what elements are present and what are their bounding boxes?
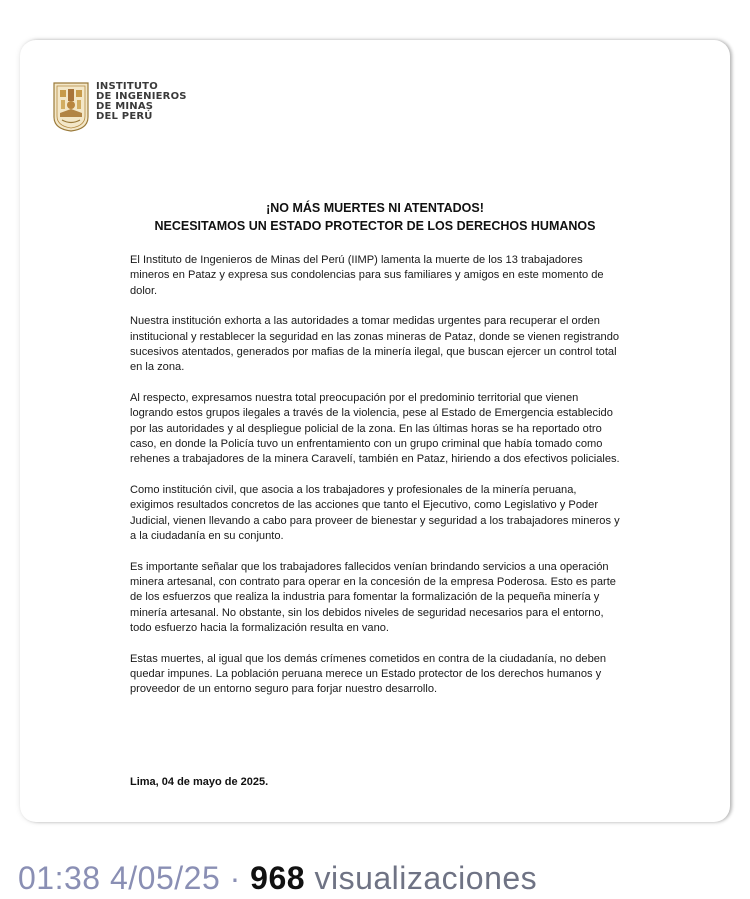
institution-name-line: DE INGENIEROS	[96, 91, 187, 102]
post-metadata: 01:38 4/05/25 · 968 visualizaciones	[18, 860, 538, 896]
body-paragraph: Al respecto, expresamos nuestra total preocupación por el predominio territorial que vienen logrando estos grupos ilegales a través de la violencia, pese al Estado de Emergencia establecido por las autoridades y al despliegue policial de la zona. En las últimas horas se ha reportado otro caso, en donde la Policía tuvo un enfrentamiento con un grupo criminal que había tomado como rehenes a trabajadores de la minera Caravelí, también en Pataz, hiriendo a dos efectivos policiales.	[130, 392, 620, 466]
document-title-line-2: NECESITAMOS UN ESTADO PROTECTOR DE LOS DERECHOS HUMANOS	[154, 219, 596, 233]
document-card[interactable]	[20, 40, 730, 822]
document-signature-date: Lima, 04 de mayo de 2025.	[130, 776, 269, 788]
iimp-seal-icon	[52, 81, 90, 133]
institution-name	[96, 82, 187, 122]
body-paragraph: El Instituto de Ingenieros de Minas del Perú (IIMP) lamenta la muerte de los 13 trabajadores mineros en Pataz y expresa sus condolencias para sus familiares y amigos en este momento de dolor.	[130, 254, 604, 297]
institution-name-line: DEL PERÚ	[96, 111, 153, 122]
body-paragraph: Como institución civil, que asocia a los trabajadores y profesionales de la minería peruana, exigimos resultados concretos de las acciones que tanto el Ejecutivo, como Legislativo y Poder Judicial, vienen llevando a cabo para proveer de bienestar y seguridad a los trabajadores mineros y a la ciudadanía en su conjunto.	[130, 484, 620, 542]
post-time: 01:38	[18, 860, 101, 896]
body-paragraph: Estas muertes, al igual que los demás crímenes cometidos en contra de la ciudadanía, no deben quedar impunes. La población peruana merece un Estado protector de los derechos humanos y proveedor de un entorno seguro para forjar nuestro desarrollo.	[130, 652, 607, 696]
body-paragraph: Es importante señalar que los trabajadores fallecidos venían brindando servicios a una operación minera artesanal, con contrato para operar en la concesión de la empresa Poderosa. Esto es parte de los esfuerzos que realiza la industria para fomentar la formalización de la pequeña minería y minería artesanal. No obstante, sin los debidos niveles de seguridad necesarios para el entorno, todo esfuerzo hacia la formalización resulta en vano.	[130, 560, 616, 634]
institution-name-line: INSTITUTO	[96, 81, 158, 92]
institution-logo	[52, 81, 187, 133]
document-title-line-1: ¡NO MÁS MUERTES NI ATENTADOS!	[266, 201, 484, 215]
document-body	[130, 253, 622, 713]
view-count-label: visualizaciones	[314, 860, 538, 896]
institution-name-line: DE MINAS	[96, 101, 154, 112]
view-count: 968	[250, 860, 306, 896]
body-paragraph: Nuestra institución exhorta a las autoridades a tomar medidas urgentes para recuperar el orden institucional y restablecer la seguridad en las zonas mineras de Pataz, donde se vienen registrando sucesivos atentados, generados por mafias de la minería ilegal, que buscan ejercer un control total en la zona.	[130, 315, 620, 374]
post-date: 4/05/25	[109, 860, 221, 896]
